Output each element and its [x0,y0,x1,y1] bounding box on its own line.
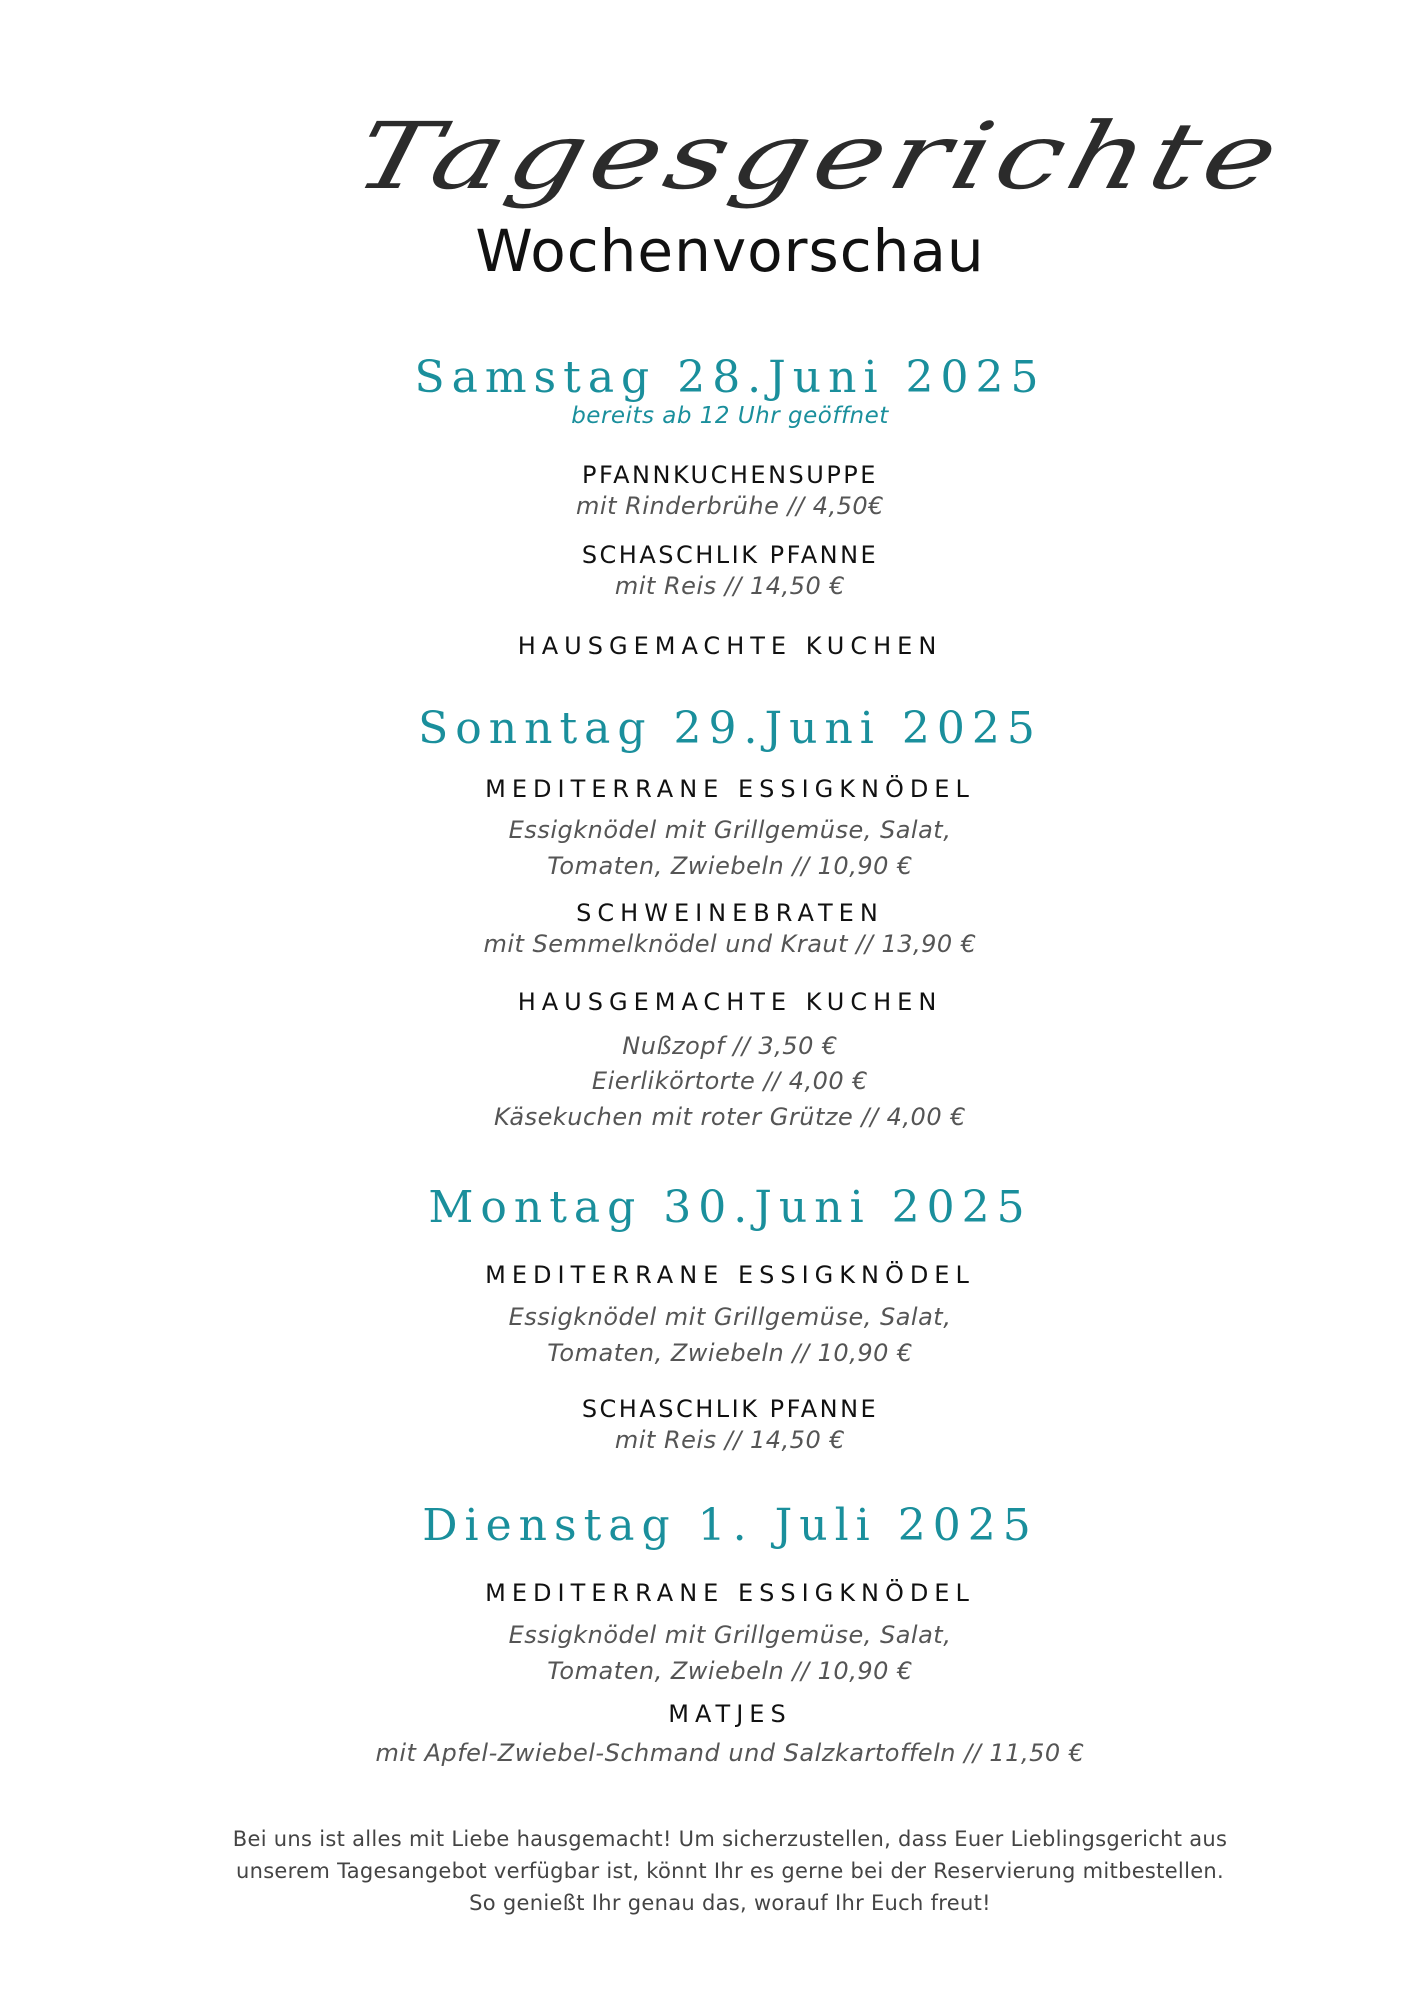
script-title: Tagesgerichte [345,102,1295,210]
dish-name: HAUSGEMACHTE KUCHEN [517,632,943,660]
dish-desc: mit Semmelknödel und Kraut // 13,90 € [483,930,977,958]
footer-text: Bei uns ist alles mit Liebe hausgemacht! Um sicherzustellen, dass Euer Lieblingsgericht aus [232,1827,1228,1851]
day-note-samstag: bereits ab 12 Uhr geöffnet [571,403,889,429]
dish-desc: Nußzopf // 3,50 € [622,1032,838,1060]
dish-name: PFANNKUCHENSUPPE [582,461,878,489]
dish-name: SCHWEINEBRATEN [576,899,884,927]
day-heading-samstag: Samstag 28.Juni 2025 [414,352,1046,403]
dish-desc: Eierlikörtorte // 4,00 € [591,1067,869,1095]
dish-desc: Essigknödel mit Grillgemüse, Salat, [508,1303,952,1331]
dish-name: MEDITERRANE ESSIGKNÖDEL [485,1261,975,1289]
dish-name: HAUSGEMACHTE KUCHEN [517,988,943,1016]
page-subtitle: Wochenvorschau [475,217,985,285]
dish-name: MATJES [668,1700,792,1728]
footer-text: So genießt Ihr genau das, worauf Ihr Euch freut! [469,1891,991,1915]
dish-desc: Essigknödel mit Grillgemüse, Salat, [508,1621,952,1649]
footer-text: unserem Tagesangebot verfügbar ist, könnt Ihr es gerne bei der Reservierung mitbestellen. [235,1859,1225,1883]
dish-name: MEDITERRANE ESSIGKNÖDEL [485,775,975,803]
dish-name: MEDITERRANE ESSIGKNÖDEL [485,1579,975,1607]
dish-desc: mit Rinderbrühe // 4,50€ [576,492,884,520]
dish-desc: mit Apfel-Zwiebel-Schmand und Salzkartoffeln // 11,50 € [375,1739,1085,1767]
dish-desc: Essigknödel mit Grillgemüse, Salat, [508,816,952,844]
dish-desc: mit Reis // 14,50 € [614,1426,846,1454]
day-heading-dienstag: Dienstag 1. Juli 2025 [422,1500,1038,1551]
dish-desc: Tomaten, Zwiebeln // 10,90 € [547,1657,913,1685]
day-heading-montag: Montag 30.Juni 2025 [428,1182,1032,1233]
dish-name: SCHASCHLIK PFANNE [581,541,879,569]
dish-desc: mit Reis // 14,50 € [614,572,846,600]
dish-desc: Tomaten, Zwiebeln // 10,90 € [547,852,913,880]
dish-desc: Käsekuchen mit roter Grütze // 4,00 € [493,1103,966,1131]
dish-name: SCHASCHLIK PFANNE [581,1395,879,1423]
day-heading-sonntag: Sonntag 29.Juni 2025 [418,703,1042,754]
dish-desc: Tomaten, Zwiebeln // 10,90 € [547,1339,913,1367]
